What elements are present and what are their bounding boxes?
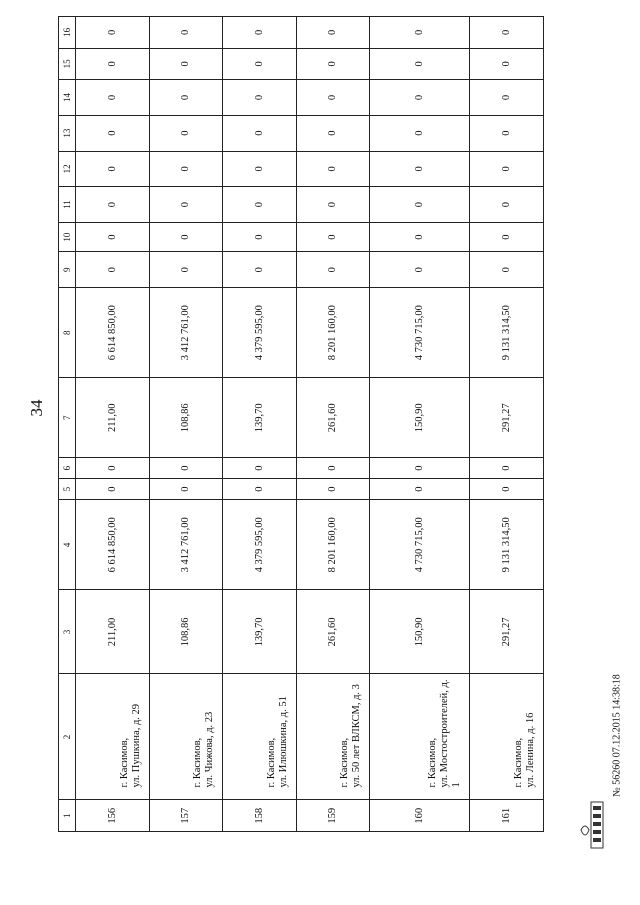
value-cell-col-16: 0 (470, 17, 544, 49)
value-cell-col-13: 0 (370, 115, 470, 151)
value-cell-col-14: 0 (296, 80, 370, 116)
row-id-cell: 157 (149, 800, 223, 832)
value-cell-col-11: 0 (149, 187, 223, 223)
address-line: г. Касимов, (118, 737, 130, 788)
value-cell-col-3: 108,86 (149, 590, 223, 674)
column-number-cell: 13 (59, 115, 76, 151)
address-line: ул. Чижова, д. 23 (204, 711, 216, 788)
value-cell-col-12: 0 (76, 151, 150, 187)
value-cell-col-6: 0 (149, 458, 223, 479)
value-cell-col-7: 150,90 (370, 378, 470, 458)
value-cell-col-14: 0 (470, 80, 544, 116)
column-number-cell: 14 (59, 80, 76, 116)
address-cell (149, 674, 223, 800)
page-number: 34 (27, 399, 46, 417)
address-line: г. Касимов, (192, 737, 204, 788)
value-cell-col-16: 0 (370, 17, 470, 49)
value-cell-col-8: 4 379 595,00 (223, 288, 297, 378)
value-cell-col-7: 291,27 (470, 378, 544, 458)
document-table (58, 16, 544, 832)
address-line: ул. 50 лет ВЛКСМ, д. 3 (351, 684, 363, 788)
column-number-cell: 16 (59, 17, 76, 49)
column-number-cell: 10 (59, 222, 76, 251)
value-cell-col-7: 261,60 (296, 378, 370, 458)
registration-stamp-text: № 56260 07.12.2015 14:38:18 (611, 674, 623, 797)
value-cell-col-4: 3 412 761,00 (149, 500, 223, 590)
column-number-cell: 12 (59, 151, 76, 187)
value-cell-col-13: 0 (296, 115, 370, 151)
address-cell (76, 674, 150, 800)
value-cell-col-13: 0 (470, 115, 544, 151)
value-cell-col-5: 0 (76, 479, 150, 500)
address-line: г. Касимов, (513, 737, 524, 788)
value-cell-col-14: 0 (370, 80, 470, 116)
value-cell-col-6: 0 (470, 458, 544, 479)
value-cell-col-10: 0 (296, 222, 370, 251)
value-cell-col-15: 0 (223, 48, 297, 80)
value-cell-col-16: 0 (149, 17, 223, 49)
column-number-cell: 8 (59, 288, 76, 378)
registry-stamp-logo (577, 800, 607, 852)
value-cell-col-9: 0 (296, 252, 370, 288)
value-cell-col-16: 0 (296, 17, 370, 49)
value-cell-col-3: 150,90 (370, 590, 470, 674)
value-cell-col-10: 0 (370, 222, 470, 251)
value-cell-col-10: 0 (223, 222, 297, 251)
column-number-cell: 9 (59, 252, 76, 288)
value-cell-col-12: 0 (296, 151, 370, 187)
value-cell-col-11: 0 (470, 187, 544, 223)
value-cell-col-10: 0 (76, 222, 150, 251)
address-line: ул. Пушкина, д. 29 (130, 703, 142, 788)
address-line: г. Касимов, (339, 737, 351, 788)
row-id-cell: 158 (223, 800, 297, 832)
value-cell-col-9: 0 (149, 252, 223, 288)
table-row (149, 17, 223, 832)
value-cell-col-15: 0 (296, 48, 370, 80)
column-number-cell: 2 (59, 674, 76, 800)
value-cell-col-3: 261,60 (296, 590, 370, 674)
value-cell-col-6: 0 (223, 458, 297, 479)
value-cell-col-5: 0 (149, 479, 223, 500)
value-cell-col-12: 0 (370, 151, 470, 187)
address-cell (370, 674, 470, 800)
value-cell-col-10: 0 (470, 222, 544, 251)
value-cell-col-16: 0 (223, 17, 297, 49)
value-cell-col-16: 0 (76, 17, 150, 49)
value-cell-col-10: 0 (149, 222, 223, 251)
value-cell-col-13: 0 (149, 115, 223, 151)
value-cell-col-5: 0 (370, 479, 470, 500)
value-cell-col-9: 0 (470, 252, 544, 288)
value-cell-col-9: 0 (76, 252, 150, 288)
document-table-wrapper (58, 16, 544, 832)
column-number-cell: 11 (59, 187, 76, 223)
value-cell-col-3: 139,70 (223, 590, 297, 674)
value-cell-col-3: 291,27 (470, 590, 544, 674)
value-cell-col-5: 0 (223, 479, 297, 500)
address-cell (470, 674, 544, 800)
value-cell-col-9: 0 (370, 252, 470, 288)
value-cell-col-5: 0 (470, 479, 544, 500)
value-cell-col-7: 108,86 (149, 378, 223, 458)
value-cell-col-3: 211,00 (76, 590, 150, 674)
value-cell-col-8: 8 201 160,00 (296, 288, 370, 378)
table-row (470, 17, 544, 832)
address-line: г. Касимов, (427, 737, 439, 788)
row-id-cell: 156 (76, 800, 150, 832)
column-number-cell: 7 (59, 378, 76, 458)
value-cell-col-11: 0 (370, 187, 470, 223)
value-cell-col-14: 0 (149, 80, 223, 116)
column-number-cell: 3 (59, 590, 76, 674)
value-cell-col-8: 6 614 850,00 (76, 288, 150, 378)
value-cell-col-4: 8 201 160,00 (296, 500, 370, 590)
value-cell-col-14: 0 (223, 80, 297, 116)
column-number-cell: 5 (59, 479, 76, 500)
value-cell-col-8: 3 412 761,00 (149, 288, 223, 378)
table-row (76, 17, 150, 832)
value-cell-col-9: 0 (223, 252, 297, 288)
table-row (370, 17, 470, 832)
column-number-row (59, 17, 76, 832)
column-number-cell: 15 (59, 48, 76, 80)
address-cell (223, 674, 297, 800)
registration-footer (608, 630, 624, 850)
value-cell-col-6: 0 (296, 458, 370, 479)
value-cell-col-6: 0 (370, 458, 470, 479)
value-cell-col-13: 0 (223, 115, 297, 151)
value-cell-col-14: 0 (76, 80, 150, 116)
value-cell-col-5: 0 (296, 479, 370, 500)
value-cell-col-7: 211,00 (76, 378, 150, 458)
value-cell-col-15: 0 (149, 48, 223, 80)
value-cell-col-4: 4 379 595,00 (223, 500, 297, 590)
value-cell-col-12: 0 (149, 151, 223, 187)
row-id-cell: 159 (296, 800, 370, 832)
address-cell (296, 674, 370, 800)
value-cell-col-11: 0 (296, 187, 370, 223)
value-cell-col-4: 9 131 314,50 (470, 500, 544, 590)
row-id-cell: 160 (370, 800, 470, 832)
value-cell-col-4: 4 730 715,00 (370, 500, 470, 590)
value-cell-col-15: 0 (76, 48, 150, 80)
column-number-cell: 1 (59, 800, 76, 832)
value-cell-col-12: 0 (470, 151, 544, 187)
address-line: ул. Ленина, д. 16 (525, 712, 536, 788)
row-id-cell: 161 (470, 800, 544, 832)
address-line: ул. Илюшкина, д. 51 (277, 696, 289, 788)
column-number-cell: 4 (59, 500, 76, 590)
value-cell-col-15: 0 (370, 48, 470, 80)
value-cell-col-8: 4 730 715,00 (370, 288, 470, 378)
value-cell-col-8: 9 131 314,50 (470, 288, 544, 378)
address-line: г. Касимов, (265, 737, 277, 788)
value-cell-col-7: 139,70 (223, 378, 297, 458)
value-cell-col-11: 0 (76, 187, 150, 223)
value-cell-col-4: 6 614 850,00 (76, 500, 150, 590)
address-line: ул. Мостостроителей, д. 1 (439, 679, 463, 788)
table-row (223, 17, 297, 832)
value-cell-col-6: 0 (76, 458, 150, 479)
value-cell-col-13: 0 (76, 115, 150, 151)
value-cell-col-11: 0 (223, 187, 297, 223)
table-row (296, 17, 370, 832)
value-cell-col-15: 0 (470, 48, 544, 80)
value-cell-col-12: 0 (223, 151, 297, 187)
column-number-cell: 6 (59, 458, 76, 479)
